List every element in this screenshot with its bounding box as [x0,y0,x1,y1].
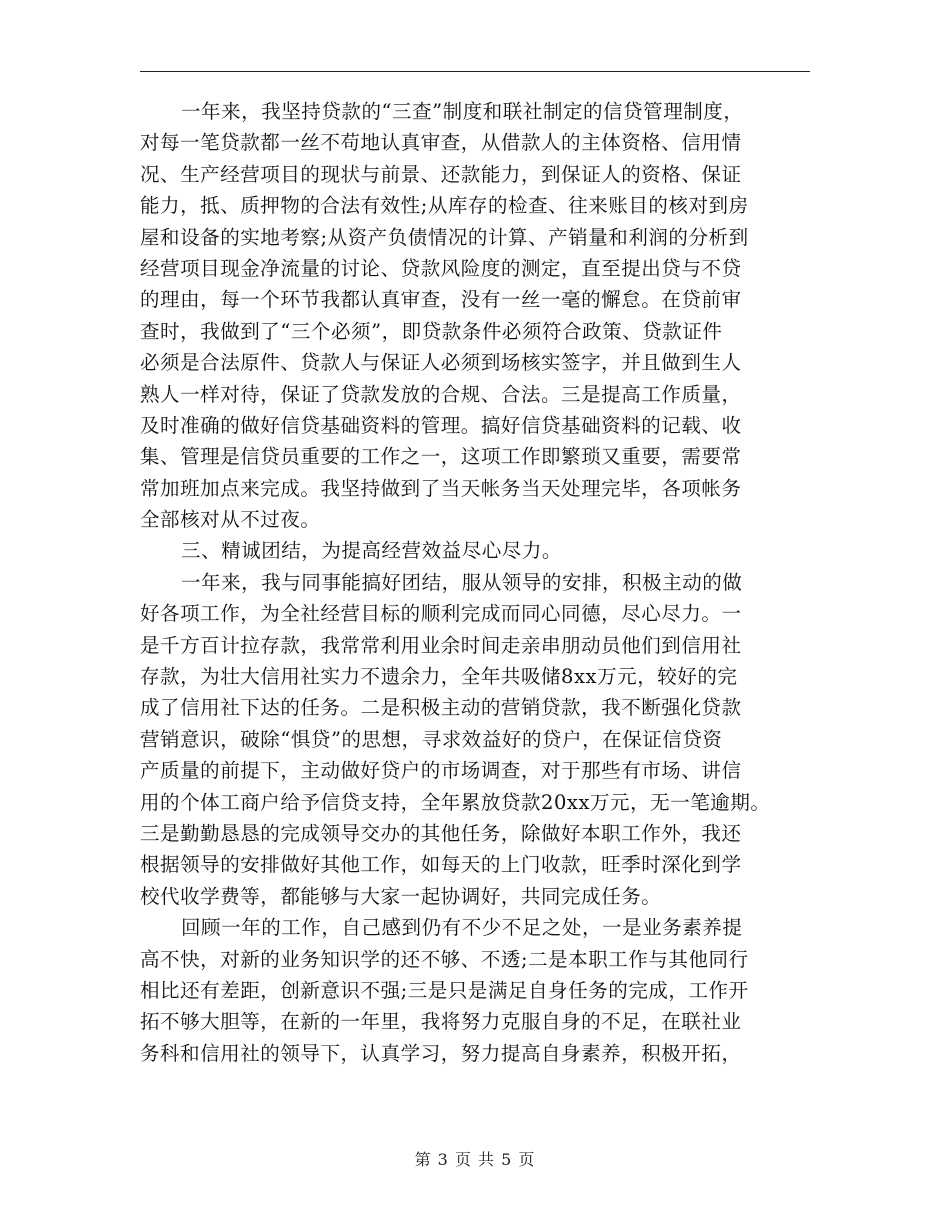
text-line: 必须是合法原件、贷款人与保证人必须到场核实签字，并且做到生人 [140,351,742,375]
text-line: 经营项目现金净流量的讨论、贷款风险度的测定，直至提出贷与不贷 [140,256,742,280]
text-line: 全部核对从不过夜。 [140,508,321,532]
text-line: 高不快，对新的业务知识学的还不够、不透;二是本职工作与其他同行 [140,947,749,971]
text-line: 常加班加点来完成。我坚持做到了当天帐务当天处理完毕，各项帐务 [140,476,742,500]
text-line: 是千方百计拉存款，我常常利用业余时间走亲串朋动员他们到信用社 [140,633,742,657]
text-line: 拓不够大胆等，在新的一年里，我将努力克服自身的不足，在联社业 [140,1010,742,1034]
page-number: 第 3 页 共 5 页 [414,1150,536,1169]
text-line: 熟人一样对待，保证了贷款发放的合规、合法。三是提高工作质量， [140,382,742,406]
text-line: 营销意识，破除“惧贷”的思想，寻求效益好的贷户，在保证信贷资 [140,727,723,751]
body-text [140,96,825,1069]
text-line: 的理由，每一个环节我都认真审查，没有一丝一毫的懈怠。在贷前审 [140,288,742,312]
text-line: 产质量的前提下，主动做好贷户的市场调查，对于那些有市场、讲信 [140,759,742,783]
text-line: 及时准确的做好信贷基础资料的管理。搞好信贷基础资料的记载、收 [140,413,742,437]
text-line: 能力，抵、质押物的合法有效性;从库存的检查、往来账目的核对到房 [140,194,749,218]
text-line: 相比还有差距，创新意识不强;三是只是满足自身任务的完成，工作开 [140,978,749,1002]
text-line: 屋和设备的实地考察;从资产负债情况的计算、产销量和利润的分析到 [140,225,749,249]
page-footer [0,1147,950,1170]
text-line: 成了信用社下达的任务。二是积极主动的营销贷款，我不断强化贷款 [140,696,742,720]
text-line: 好各项工作，为全社经营目标的顺利完成而同心同德，尽心尽力。一 [140,602,742,626]
text-line: 对每一笔贷款都一丝不苟地认真审查，从借款人的主体资格、信用情 [140,131,742,155]
text-line: 一年来，我与同事能搞好团结，服从领导的安排，积极主动的做 [181,570,743,594]
text-line: 集、管理是信贷员重要的工作之一，这项工作即繁琐又重要，需要常 [140,445,742,469]
text-line: 务科和信用社的领导下，认真学习，努力提高自身素养，积极开拓， [140,1041,742,1065]
text-line: 况、生产经营项目的现状与前景、还款能力，到保证人的资格、保证 [140,162,742,186]
text-line: 三是勤勤恳恳的完成领导交办的其他任务，除做好本职工作外，我还 [140,821,742,845]
header-rule [140,71,810,72]
text-line: 根据领导的安排做好其他工作，如每天的上门收款，旺季时深化到学 [140,853,742,877]
text-line: 校代收学费等，都能够与大家一起协调好，共同完成任务。 [140,884,662,908]
text-line: 回顾一年的工作，自己感到仍有不少不足之处，一是业务素养提 [181,916,743,940]
text-line: 存款，为壮大信用社实力不遗余力，全年共吸储8xx万元，较好的完 [140,665,738,689]
text-line: 用的个体工商户给予信贷支持，全年累放贷款20xx万元，无一笔逾期。 [140,790,771,814]
section-heading: 三、精诚团结，为提高经营效益尽心尽力。 [181,539,562,563]
text-line: 查时，我做到了“三个必须”，即贷款条件必须符合政策、贷款证件 [140,319,723,343]
text-line: 一年来，我坚持贷款的“三查”制度和联社制定的信贷管理制度， [181,100,744,123]
